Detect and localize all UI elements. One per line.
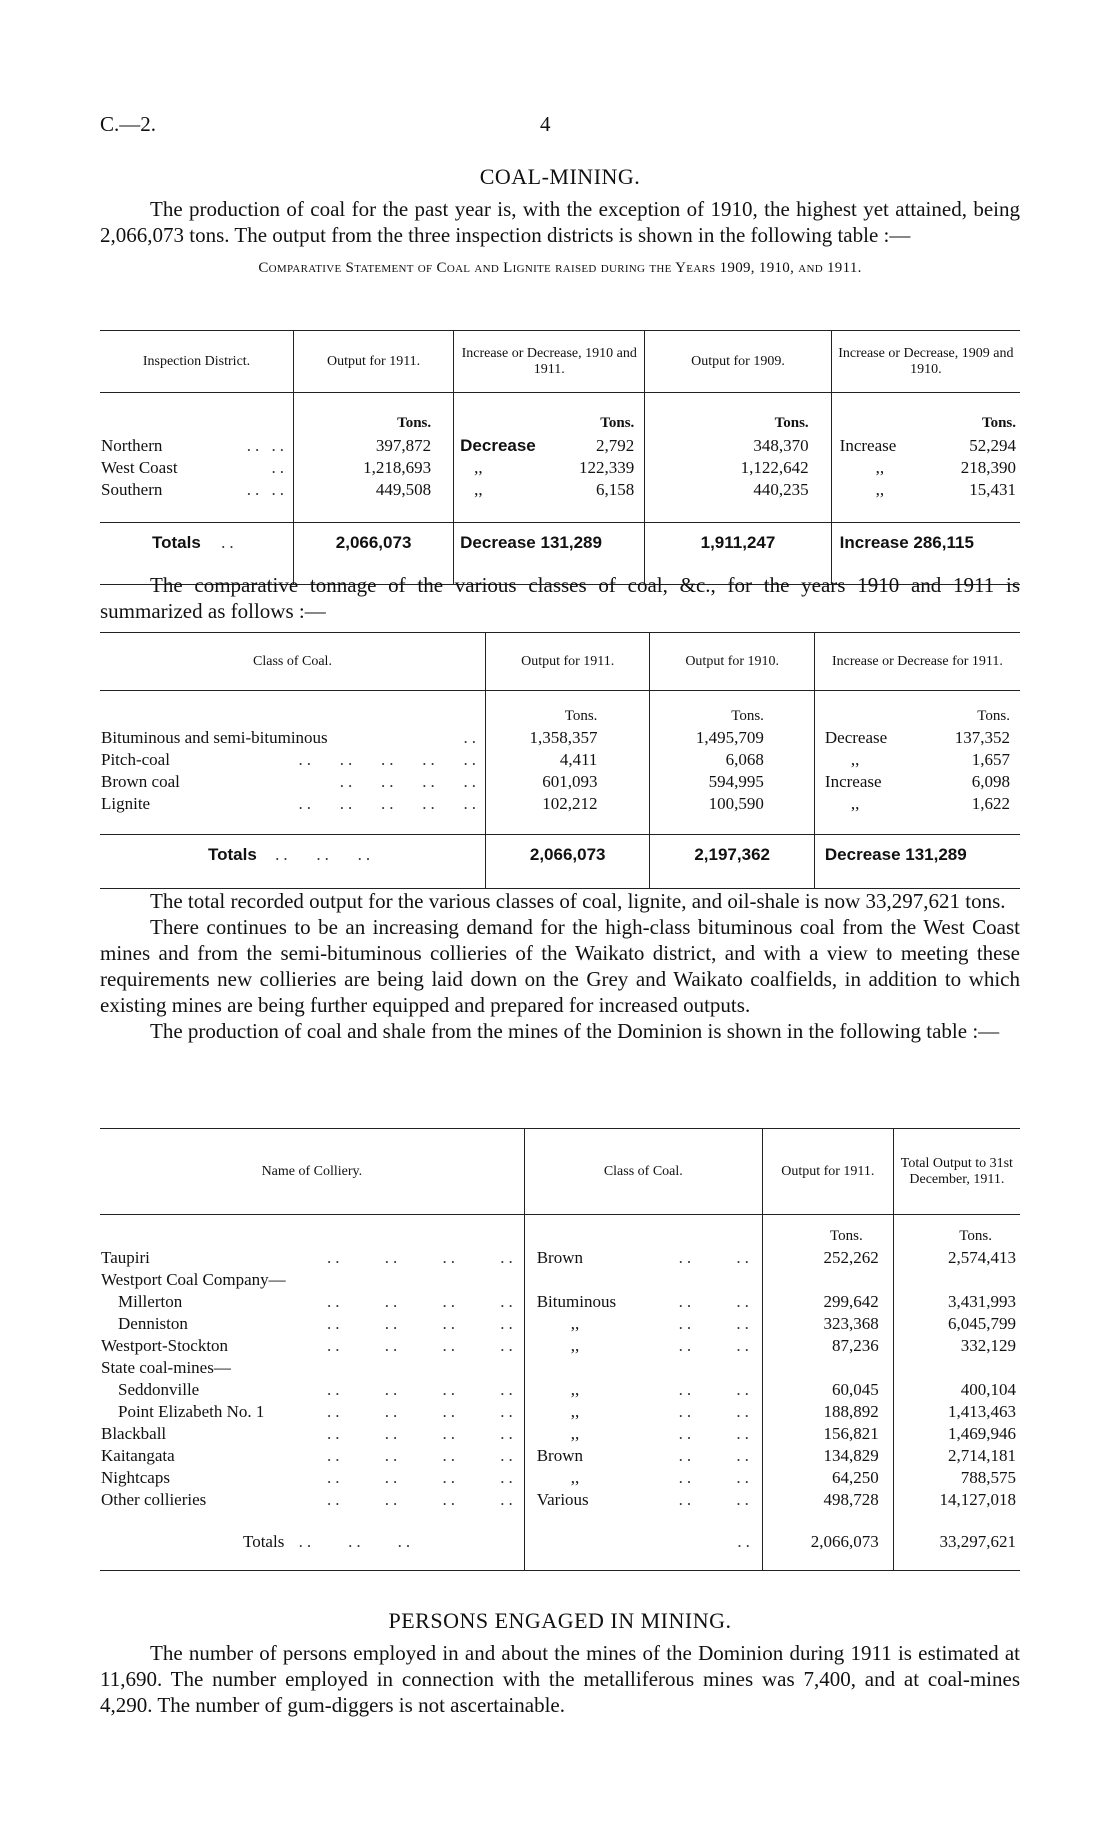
total-output: 1,469,946: [893, 1423, 1020, 1445]
coal-class: ,, .. ..: [524, 1401, 762, 1423]
output-1909: 348,370: [645, 435, 831, 457]
change-value: 1,622: [971, 793, 1010, 813]
table1-caption: Comparative Statement of Coal and Lignite raised during the Years 1909, 1910, and 1911.: [258, 260, 862, 276]
coal-class-label: ,,: [570, 1423, 580, 1443]
persons-section: [100, 1608, 1020, 1718]
table-row: [100, 1379, 1020, 1401]
coal-class: ,, .. ..: [524, 1467, 762, 1489]
change-1911: [814, 749, 1020, 771]
total-output: 400,104: [893, 1379, 1020, 1401]
table-row: [100, 1489, 1020, 1511]
table-row: [100, 1423, 1020, 1445]
t2-header-output1911: Output for 1911.: [485, 633, 649, 691]
colliery-name: [100, 1357, 524, 1379]
t3-totals-row: Totals .. .. .. .. 2,066,073 33,297,621: [100, 1529, 1020, 1555]
total-output: 6,045,799: [893, 1313, 1020, 1335]
output-1911: 601,093: [485, 771, 649, 793]
table-row: [100, 749, 1020, 771]
total-output: [893, 1357, 1020, 1379]
total-output: 14,127,018: [893, 1489, 1020, 1511]
change-value: 1,657: [971, 749, 1010, 769]
district-name: Southern .. ..: [101, 479, 289, 499]
change-value: 6,098: [971, 771, 1010, 791]
colliery-label: Taupiri: [101, 1247, 150, 1267]
t2-total-change: Decrease 131,289: [814, 835, 1020, 875]
comparative-paragraph: The comparative tonnage of the various classes of coal, &c., for the years 1910 and 1911 is summarized as follows :—: [100, 573, 1020, 623]
coal-class: Various .. ..: [524, 1489, 762, 1511]
output-1911: 323,368: [762, 1313, 893, 1335]
t2-unit: Tons.: [814, 707, 1020, 727]
t1-unit: Tons.: [831, 413, 1020, 435]
coal-class: ,, .. ..: [524, 1379, 762, 1401]
output-1911: 64,250: [762, 1467, 893, 1489]
change-direction: ,,: [474, 457, 483, 477]
change-direction: Decrease: [824, 727, 888, 747]
change-value: 52,294: [969, 435, 1016, 455]
para-block: [100, 888, 1020, 1044]
output-1911: 252,262: [762, 1247, 893, 1269]
colliery-name: Blackball .. .. .. ..: [101, 1423, 517, 1443]
coal-section-intro: [100, 164, 1020, 277]
change-1911: [814, 727, 1020, 749]
colliery-output-table: [100, 1128, 1020, 1573]
coal-class: Lignite .. .. .. .. ..: [101, 793, 480, 813]
coal-class: Bituminous .. ..: [524, 1291, 762, 1313]
t1-total-output1909: 1,911,247: [645, 523, 831, 563]
colliery-name: Seddonville .. .. .. ..: [118, 1379, 517, 1399]
t2-header-class: Class of Coal.: [253, 653, 332, 669]
output-1910: 6,068: [650, 749, 814, 771]
coal-class: Bituminous and semi-bituminous ..: [101, 727, 480, 747]
t1-header-district: Inspection District.: [142, 353, 251, 369]
t1-totals-label: Totals: [152, 532, 201, 552]
t1-total-output1911: 2,066,073: [294, 523, 454, 563]
t1-unit: Tons.: [294, 413, 454, 435]
change-value: 2,792: [596, 435, 635, 455]
t2-header-output1910: Output for 1910.: [650, 633, 814, 691]
t2-unit: Tons.: [650, 707, 814, 727]
colliery-name: [100, 1269, 524, 1291]
output-1910: 594,995: [650, 771, 814, 793]
output-1911: 87,236: [762, 1335, 893, 1357]
t3-total-cumulative: 33,297,621: [893, 1529, 1020, 1555]
para-comparative: [100, 572, 1020, 624]
coal-class-label: ,,: [570, 1401, 580, 1421]
coal-class-label: ,,: [570, 1335, 580, 1355]
output-1911: 1,358,357: [485, 727, 649, 749]
output-1911: 299,642: [762, 1291, 893, 1313]
coal-class-label: Lignite: [101, 793, 151, 813]
change-direction: ,,: [875, 479, 885, 499]
colliery-label: Blackball: [101, 1423, 167, 1443]
class-output-table: [100, 632, 1020, 891]
t1-unit: Tons.: [645, 413, 831, 435]
change-value: 15,431: [969, 479, 1016, 499]
change-direction: ,,: [850, 793, 860, 813]
coal-class-label: Various: [536, 1489, 589, 1509]
change-1911: [814, 793, 1020, 815]
t1-header-output1911: Output for 1911.: [294, 331, 454, 393]
district-label: Southern: [101, 479, 163, 499]
change-1910-1911: [454, 457, 645, 479]
coal-class: Pitch-coal .. .. .. .. ..: [101, 749, 480, 769]
coal-class-label: ,,: [570, 1379, 580, 1399]
t1-header-output1909: Output for 1909.: [645, 331, 831, 393]
coal-class-label: Brown: [536, 1247, 583, 1267]
change-direction: Decrease: [460, 435, 536, 455]
output-1911: [762, 1357, 893, 1379]
change-1909-1910: [831, 479, 1020, 501]
colliery-name: Kaitangata .. .. .. ..: [101, 1445, 517, 1465]
output-1911: 134,829: [762, 1445, 893, 1467]
table-row: [100, 457, 1020, 479]
colliery-label: Point Elizabeth No. 1: [118, 1401, 265, 1421]
t2-unit: Tons.: [485, 707, 649, 727]
t2-totals-label: Totals: [208, 844, 257, 864]
coal-class-label: Bituminous: [536, 1291, 617, 1311]
output-1911: 156,821: [762, 1423, 893, 1445]
change-direction: ,,: [474, 479, 483, 499]
change-direction: ,,: [850, 749, 860, 769]
output-1911: 188,892: [762, 1401, 893, 1423]
persons-paragraph: The number of persons employed in and about the mines of the Dominion during 1911 is estimated at 11,690. The number employed in connection with the metalliferous mines was 7,400, and at coal-mines 4,290. The number of gum-diggers is not ascertainable.: [100, 1641, 1020, 1717]
output-1911: 397,872: [294, 435, 454, 457]
district-output-table: [100, 330, 1020, 587]
table-row: [100, 1467, 1020, 1489]
table-row: [100, 727, 1020, 749]
output-1911: 102,212: [485, 793, 649, 815]
t1-header-change1910: Increase or Decrease, 1910 and 1911.: [454, 331, 645, 393]
coal-class-label: ,,: [570, 1313, 580, 1333]
change-value: 218,390: [960, 457, 1016, 477]
output-1911: 449,508: [294, 479, 454, 501]
district-name: West Coast ..: [101, 457, 289, 477]
t3-header-output1911: Output for 1911.: [762, 1129, 893, 1215]
t3-header-total: Total Output to 31st December, 1911.: [893, 1129, 1020, 1215]
colliery-name: Taupiri .. .. .. ..: [101, 1247, 517, 1267]
colliery-label: Seddonville: [118, 1379, 200, 1399]
coal-class-label: Brown coal: [101, 771, 180, 791]
output-1911: 498,728: [762, 1489, 893, 1511]
total-output: 2,714,181: [893, 1445, 1020, 1467]
t3-header-colliery: Name of Colliery.: [261, 1163, 363, 1179]
table-row: [100, 1401, 1020, 1423]
table-row: [100, 1313, 1020, 1335]
total-output: 788,575: [893, 1467, 1020, 1489]
table-row: [100, 1291, 1020, 1313]
change-1910-1911: [454, 479, 645, 501]
group-heading-row: [100, 1357, 1020, 1379]
change-direction: Increase: [839, 435, 897, 455]
table-row: [100, 1335, 1020, 1357]
t3-unit: Tons.: [893, 1227, 1020, 1247]
colliery-label: Westport Coal Company—: [101, 1269, 286, 1289]
colliery-name: Denniston .. .. .. ..: [118, 1313, 517, 1333]
coal-class: Brown .. ..: [524, 1445, 762, 1467]
colliery-name: Nightcaps .. .. .. ..: [101, 1467, 517, 1487]
colliery-label: State coal-mines—: [101, 1357, 231, 1377]
colliery-name: Millerton .. .. .. ..: [118, 1291, 517, 1311]
change-1909-1910: [831, 435, 1020, 457]
output-1909: 1,122,642: [645, 457, 831, 479]
change-direction: ,,: [875, 457, 885, 477]
t1-header-change1909: Increase or Decrease, 1909 and 1910.: [831, 331, 1020, 393]
change-1909-1910: [831, 457, 1020, 479]
total-output-paragraph: The total recorded output for the various classes of coal, lignite, and oil-shale is now 33,297,621 tons.: [150, 889, 1006, 913]
output-1909: 440,235: [645, 479, 831, 501]
change-1911: [814, 771, 1020, 793]
coal-class: ,, .. ..: [524, 1335, 762, 1357]
district-label: Northern: [101, 435, 163, 455]
total-output: 2,574,413: [893, 1247, 1020, 1269]
colliery-label: Denniston: [118, 1313, 188, 1333]
t1-total-change1910: Decrease 131,289: [454, 523, 645, 563]
change-direction: Increase: [824, 771, 882, 791]
colliery-label: Nightcaps: [101, 1467, 170, 1487]
t2-header-change: Increase or Decrease for 1911.: [814, 633, 1020, 691]
change-1910-1911: [454, 435, 645, 457]
total-output: 1,413,463: [893, 1401, 1020, 1423]
t1-totals-row: Totals .. 2,066,073 Decrease 131,289 1,911,247 Increase 286,115: [100, 523, 1020, 563]
coal-class: Brown coal .. .. .. ..: [101, 771, 480, 791]
table-row: [100, 479, 1020, 501]
change-value: 137,352: [954, 727, 1010, 747]
coal-class: Brown .. ..: [524, 1247, 762, 1269]
demand-paragraph: There continues to be an increasing demand for the high-class bituminous coal from the West Coast mines and from the semi-bituminous collieries of the Waikato district, and with a view to meeting these requirements new collieries are being laid down on the Grey and Waikato coalfields, in addition to which existing mines are being further equipped and prepared for increased outputs.: [100, 915, 1020, 1017]
output-1911: [762, 1269, 893, 1291]
colliery-label: Westport-Stockton: [101, 1335, 229, 1355]
t1-total-change1909: Increase 286,115: [831, 523, 1020, 563]
coal-class-label: Brown: [536, 1445, 583, 1465]
document-code: C.—2.: [100, 112, 157, 136]
coal-class-label: Pitch-coal: [101, 749, 170, 769]
group-heading-row: [100, 1269, 1020, 1291]
total-output: 332,129: [893, 1335, 1020, 1357]
change-value: 122,339: [579, 457, 635, 477]
district-label: West Coast: [101, 457, 178, 477]
total-output: [893, 1269, 1020, 1291]
output-1910: 100,590: [650, 793, 814, 815]
colliery-name: Point Elizabeth No. 1 .. .. .. ..: [118, 1401, 517, 1421]
output-1911: 60,045: [762, 1379, 893, 1401]
coal-class: ,, .. ..: [524, 1313, 762, 1335]
table-row: [100, 435, 1020, 457]
coal-mining-heading: COAL-MINING.: [479, 164, 641, 189]
t3-unit: Tons.: [762, 1227, 893, 1247]
output-1911: 1,218,693: [294, 457, 454, 479]
colliery-name: Westport-Stockton .. .. .. ..: [101, 1335, 517, 1355]
table-row: [100, 1247, 1020, 1269]
page-number: 4: [540, 112, 551, 136]
output-1911: 4,411: [485, 749, 649, 771]
coal-class: [524, 1357, 762, 1379]
district-name: Northern .. ..: [101, 435, 289, 455]
coal-intro-paragraph: The production of coal for the past year is, with the exception of 1910, the highest yet attained, being 2,066,073 tons. The output from the three inspection districts is shown in the following table :—: [100, 197, 1020, 247]
t3-header-class: Class of Coal.: [524, 1129, 762, 1215]
change-value: 6,158: [596, 479, 635, 499]
coal-class: [524, 1269, 762, 1291]
coal-class-label: ,,: [570, 1467, 580, 1487]
colliery-label: Kaitangata: [101, 1445, 175, 1465]
table-row: [100, 1445, 1020, 1467]
output-1910: 1,495,709: [650, 727, 814, 749]
t3-total-output: 2,066,073: [762, 1529, 893, 1555]
production-paragraph: The production of coal and shale from the mines of the Dominion is shown in the following table :—: [150, 1019, 1000, 1043]
total-output: 3,431,993: [893, 1291, 1020, 1313]
table-row: [100, 793, 1020, 815]
table-row: [100, 771, 1020, 793]
t2-total-output1911: 2,066,073: [485, 835, 649, 875]
coal-class-label: Bituminous and semi-bituminous: [101, 727, 328, 747]
t2-totals-row: Totals .. .. .. 2,066,073 2,197,362 Decrease 131,289: [100, 835, 1020, 875]
persons-heading: PERSONS ENGAGED IN MINING.: [388, 1608, 732, 1633]
t1-unit: Tons.: [454, 413, 645, 435]
colliery-name: Other collieries .. .. .. ..: [101, 1489, 517, 1509]
coal-class: ,, .. ..: [524, 1423, 762, 1445]
colliery-label: Other collieries: [101, 1489, 207, 1509]
t3-totals-label: Totals: [243, 1531, 285, 1551]
colliery-label: Millerton: [118, 1291, 183, 1311]
t2-total-output1910: 2,197,362: [650, 835, 814, 875]
